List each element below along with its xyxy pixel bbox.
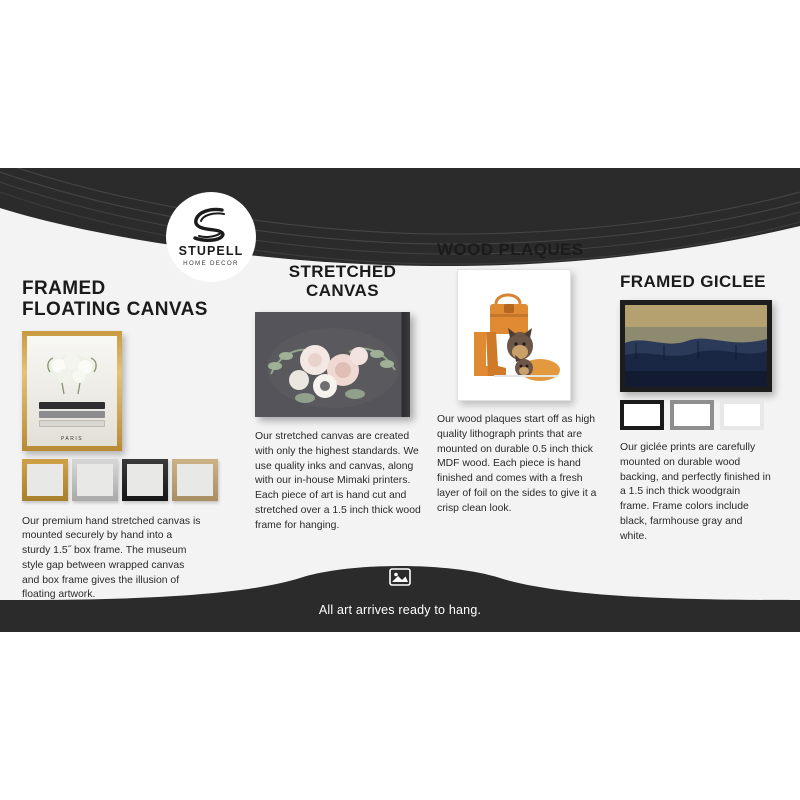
swatch-gold bbox=[22, 459, 68, 501]
section-title-wood-plaques bbox=[437, 240, 602, 259]
ribbon-content bbox=[0, 588, 800, 632]
brand-tagline: HOME DECOR bbox=[183, 259, 239, 267]
bottom-ribbon bbox=[0, 560, 800, 632]
stacked-books-illustration bbox=[39, 402, 105, 432]
section-body-stretched-canvas: Our stretched canvas are created with only the highest standards. We use quality inks and canvas, along with our in-house Mimaki printers. Each piece of art is hand cut and stretched over a 1.5 inch thick wood frame for hanging. bbox=[255, 431, 421, 531]
wood-plaque-artwork bbox=[457, 269, 571, 401]
section-stretched-canvas bbox=[255, 262, 430, 533]
frame-sample-white bbox=[720, 400, 764, 430]
hydrangea-bouquet-illustration bbox=[44, 350, 100, 398]
title-line-1: FRAMED GICLEE bbox=[620, 272, 766, 291]
title-line-2: CANVAS bbox=[306, 281, 379, 301]
frame-sample-farmhouse-gray bbox=[670, 400, 714, 430]
framed-floating-canvas-artwork bbox=[22, 331, 222, 451]
title-line-2: FLOATING CANVAS bbox=[22, 299, 208, 321]
artwork-caption: PARIS bbox=[60, 435, 84, 442]
floral-artwork-illustration bbox=[255, 312, 410, 417]
giclee-frame-color-samples bbox=[620, 400, 780, 430]
section-framed-floating-canvas bbox=[22, 278, 222, 603]
brand-name: STUPELL bbox=[178, 244, 244, 259]
swatch-champagne bbox=[172, 459, 218, 501]
section-wood-plaques bbox=[437, 240, 602, 516]
handbag-boots-dogs-illustration bbox=[458, 270, 570, 400]
section-title-stretched-canvas bbox=[255, 262, 430, 300]
stretched-canvas-artwork bbox=[255, 312, 410, 417]
stupell-swirl-logo-icon bbox=[188, 207, 234, 243]
framed-giclee-artwork bbox=[620, 300, 772, 392]
frame-sample-black bbox=[620, 400, 664, 430]
section-body-framed-giclee: Our giclée prints are carefully mounted on durable wood backing, and perfectly finished in a 1.5 inch thick woodgrain frame. Frame colors include black, farmhouse gray and white. bbox=[620, 442, 771, 542]
stupell-product-infographic bbox=[0, 168, 800, 632]
brand-logo-badge bbox=[166, 192, 256, 282]
title-line-1: FRAMED bbox=[22, 278, 106, 299]
title-line-1: STRETCHED bbox=[288, 262, 397, 281]
swatch-black bbox=[122, 459, 168, 501]
abstract-horizon-illustration bbox=[625, 305, 767, 387]
title-line-1: WOOD PLAQUES bbox=[437, 240, 584, 259]
section-body-framed-floating-canvas: Our premium hand stretched canvas is mounted securely by hand into a sturdy 1.5˝ box frame. The museum style gap between wrapped canvas and box frame gives the illusion of floating artwork. bbox=[22, 515, 201, 601]
section-framed-giclee bbox=[620, 272, 780, 544]
section-title-framed-floating-canvas bbox=[22, 278, 222, 321]
frame-color-swatches bbox=[22, 459, 222, 501]
picture-frame-icon bbox=[387, 564, 413, 590]
section-body-wood-plaques: Our wood plaques start off as high quality lithograph prints that are mounted on durable 0.5 inch thick MDF wood. Each piece is hand finished and comes with a fresh layer of foil on the sides to give it a crisp clean look. bbox=[437, 414, 597, 514]
ribbon-label: All art arrives ready to hang. bbox=[318, 603, 482, 617]
swatch-silver bbox=[72, 459, 118, 501]
section-title-framed-giclee bbox=[620, 272, 780, 291]
